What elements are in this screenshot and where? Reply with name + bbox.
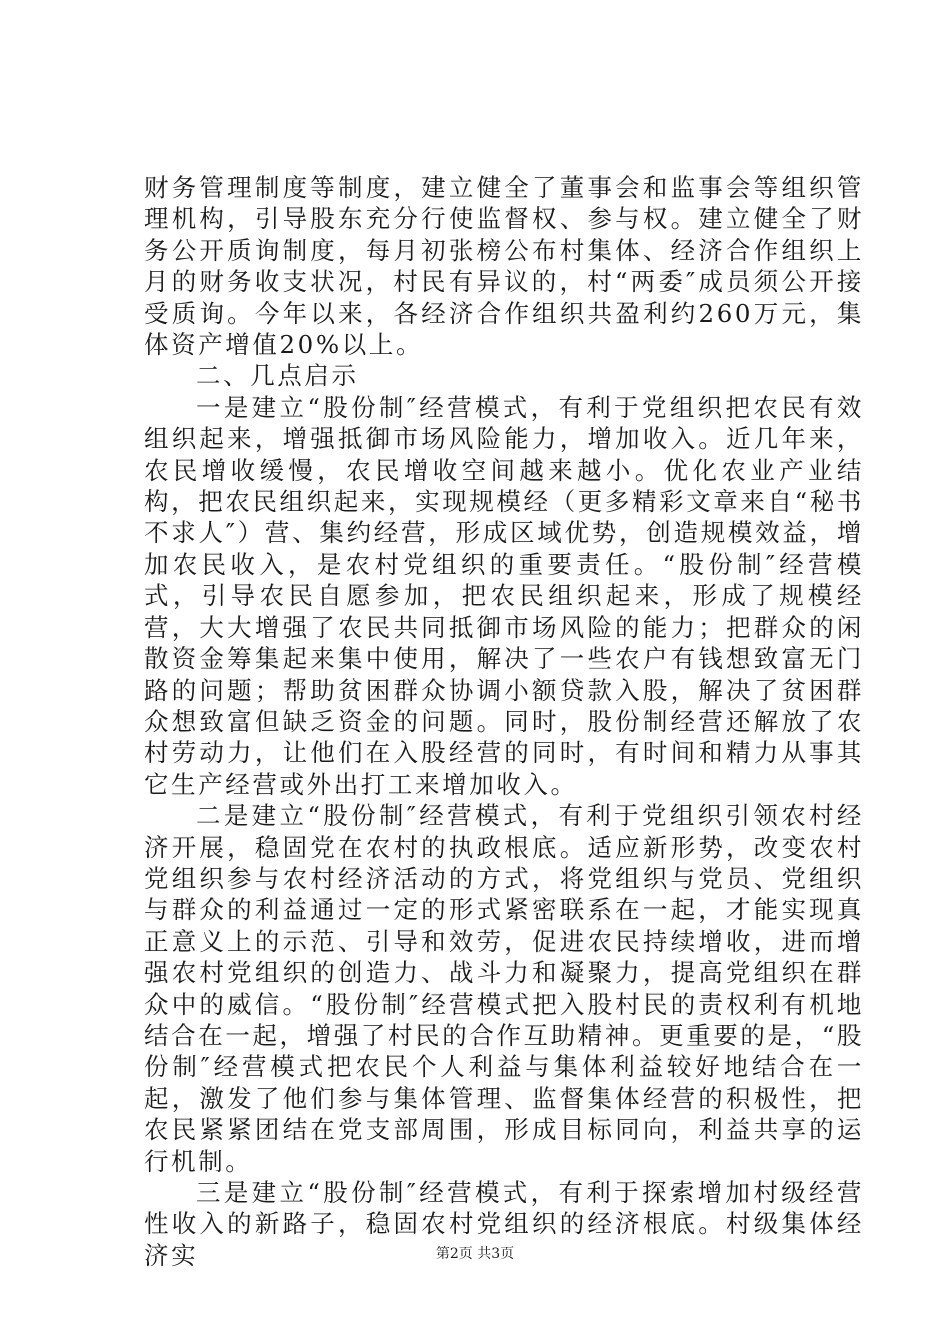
page-number-footer: 第2页 共3页: [435, 1246, 515, 1262]
section-heading-insights: 二、几点启示: [196, 361, 359, 391]
paragraph-finance-management: 财务管理制度等制度，建立健全了董事会和监事会等组织管理机构，引导股东充分行使监督权、参与权。建立健全了财务公开质询制度，每月初张榜公布村集体、经济合作组织上月的财务收支状况，村民有异议的，村“两委″成员须公开接受质询。今年以来，各经济合作组织共盈利约260万元，集体资产增值20%以上。: [144, 173, 864, 360]
body-text: [144, 172, 864, 1271]
paragraph-insight-two: 二是建立“股份制″经营模式，有利于党组织引领农村经济开展，稳固党在农村的执政根底。适应新形势，改变农村党组织参与农村经济活动的方式，将党组织与党员、党组织与群众的利益通过一定的形式紧密联系在一起，才能实现真正意义上的示范、引导和效劳，促进农民持续增收，进而增强农村党组织的创造力、战斗力和凝聚力，提高党组织在群众中的威信。“股份制″经营模式把入股村民的责权利有机地结合在一起，增强了村民的合作互助精神。更重要的是，“股份制″经营模式把农民个人利益与集体利益较好地结合在一起，激发了他们参与集体管理、监督集体经营的积极性，把农民紧紧团结在党支部周围，形成目标同向，利益共享的运行机制。: [144, 801, 864, 1176]
paragraph-insight-three: 三是建立“股份制″经营模式，有利于探索增加村级经营性收入的新路子，稳固农村党组织的经济根底。村级集体经济实: [144, 1178, 864, 1270]
paragraph-insight-one: 一是建立“股份制″经营模式，有利于党组织把农民有效组织起来，增强抵御市场风险能力，增加收入。近几年来，农民增收缓慢，农民增收空间越来越小。优化农业产业结构，把农民组织起来，实现规模经（更多精彩文章来自“秘书不求人″）营、集约经营，形成区域优势，创造规模效益，增加农民收入，是农村党组织的重要责任。“股份制″经营模式，引导农民自愿参加，把农民组织起来，形成了规模经营，大大增强了农民共同抵御市场风险的能力；把群众的闲散资金筹集起来集中使用，解决了一些农户有钱想致富无门路的问题；帮助贫困群众协调小额贷款入股，解决了贫困群众想致富但缺乏资金的问题。同时，股份制经营还解放了农村劳动力，让他们在入股经营的同时，有时间和精力从事其它生产经营或外出打工来增加收入。: [144, 392, 864, 799]
